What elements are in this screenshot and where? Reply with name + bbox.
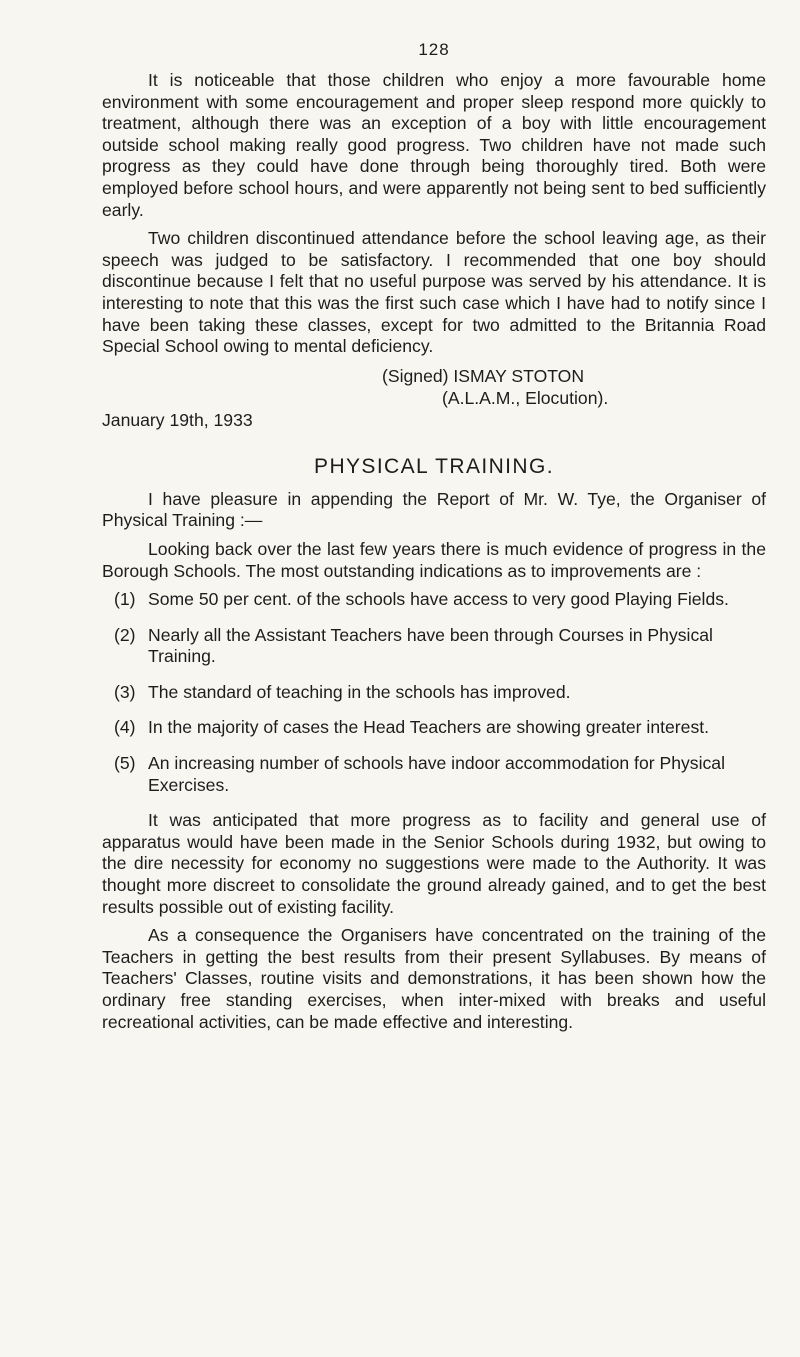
list-item-text: Some 50 per cent. of the schools have access to very good Playing Fields. <box>148 589 729 610</box>
signature-qualification: (A.L.A.M., Elocution). <box>442 387 609 408</box>
list-item-number: (3) <box>114 681 136 702</box>
paragraph-looking-back: Looking back over the last few years there is much evidence of progress in the Borough Schools. The most outstanding indications as to improvements are : <box>102 538 766 581</box>
signature-name: (Signed) ISMAY STOTON <box>382 365 585 386</box>
list-item-number: (2) <box>114 624 136 645</box>
paragraph-intro: I have pleasure in appending the Report of Mr. W. Tye, the Organiser of Physical Training :— <box>102 488 766 531</box>
list-item-text: An increasing number of schools have indoor accommodation for Physical Exercises. <box>148 753 725 795</box>
paragraph-apparatus: It was anticipated that more progress as to facility and general use of apparatus would have been made in the Senior Schools during 1932, but owing to the dire necessity for economy no suggestions were made to the Authority. It was thought more discreet to consolidate the ground already gained, and to get the best results possible out of existing facility. <box>102 810 766 917</box>
improvements-list <box>102 589 766 796</box>
list-item-text: Nearly all the Assistant Teachers have been through Courses in Physical Training. <box>148 624 713 667</box>
list-item-text: The standard of teaching in the schools has improved. <box>148 681 571 702</box>
list-item <box>102 625 766 668</box>
list-item-text: In the majority of cases the Head Teachers are showing greater interest. <box>148 717 710 738</box>
document-page <box>102 40 766 1040</box>
list-item-number: (5) <box>114 753 136 774</box>
paragraph-discontinued-attendance: Two children discontinued attendance before the school leaving age, as their speech was judged to be satisfactory. I recommended that one boy should discontinue because I felt that no useful purpose was served by his attendance. It is interesting to note that this was the first such case which I have had to notify since I have been taking these classes, except for two admitted to the Britannia Road Special School owing to mental deficiency. <box>102 228 766 357</box>
page-number: 128 <box>418 40 450 59</box>
section-heading: PHYSICAL TRAINING. <box>314 454 554 478</box>
report-date: January 19th, 1933 <box>102 409 253 430</box>
paragraph-consequence: As a consequence the Organisers have concentrated on the training of the Teachers in getting the best results from their present Syllabuses. By means of Teachers' Classes, routine visits and demonstrations, it has been shown how the ordinary free standing exercises, when inter-mixed with breaks and useful recreational activities, can be made effective and interesting. <box>102 925 766 1032</box>
list-item <box>102 717 766 739</box>
list-item-number: (1) <box>114 589 136 610</box>
signature-block <box>102 365 766 409</box>
list-item-number: (4) <box>114 717 136 738</box>
list-item <box>102 589 766 611</box>
list-item <box>102 682 766 704</box>
paragraph-home-environment: It is noticeable that those children who enjoy a more favourable home environment with some encouragement and proper sleep respond more quickly to treatment, although there was an exception of a boy with little encouragement outside school making really good progress. Two children have not made such progress as they could have done through being thoroughly tired. Both were employed before school hours, and were apparently not being sent to bed sufficiently early. <box>102 70 766 220</box>
list-item <box>102 753 766 796</box>
